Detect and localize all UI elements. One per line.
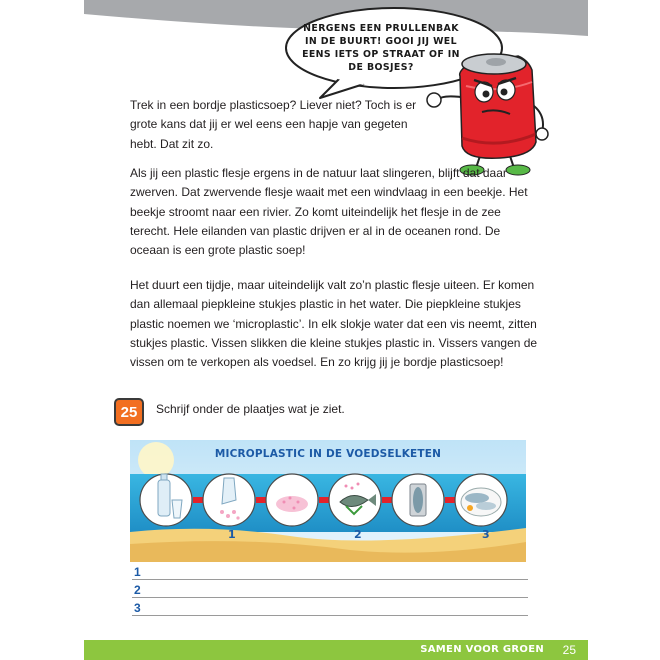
answer-line-number: 3 — [134, 601, 141, 615]
answer-line-1[interactable] — [132, 564, 528, 580]
answer-line-number: 2 — [134, 583, 141, 597]
outer-margin-right — [588, 0, 660, 660]
outer-margin-left — [0, 0, 84, 660]
task-number-badge: 25 — [114, 398, 144, 426]
workbook-page — [84, 0, 588, 660]
task-instruction: Schrijf onder de plaatjes wat je ziet. — [156, 402, 345, 416]
microplastic-paragraph: Het duurt een tijdje, maar uiteindelijk valt zo’n plastic flesje uiteen. Er komen dan allemaal piepkleine stukjes plastic in het water. Die piepkleine stukjes plastic noemen we ‘microplastic’. In elk slokje water dat een vis neemt, zitten stukjes plastic. Vissen slikken die kleine stukjes plastic in. Vissers vangen de vissen om te verkopen als voedsel. En zo krijg jij je bordje plasticsoep! — [130, 278, 538, 370]
page-number: 25 — [562, 643, 576, 657]
intro-paragraph: Trek in een bordje plasticsoep? Liever niet? Toch is er grote kans dat jij er wel eens een hapje van gegeten hebt. Dat zit zo. — [130, 98, 417, 151]
illustration-title: MICROPLASTIC IN DE VOEDSELKETEN — [214, 448, 442, 460]
can-mascot-illustration — [422, 46, 552, 178]
answer-line-3[interactable] — [132, 600, 528, 616]
step-label-2: 2 — [354, 528, 362, 541]
speech-bubble-text: NERGENS EEN PRULLENBAK IN DE BUURT! GOOI JIJ WEL EENS IETS OP STRAAT OF IN DE BOSJES? — [302, 23, 460, 73]
step-label-1: 1 — [228, 528, 236, 541]
footer-label: SAMEN VOOR GROEN — [420, 644, 544, 655]
answer-line-2[interactable] — [132, 582, 528, 598]
step-label-3: 3 — [482, 528, 490, 541]
bottle-journey-paragraph: Als jij een plastic flesje ergens in de natuur laat slingeren, blijft dat daar zwerven. Dat zwervende flesje waait met een windvlaag in een beekje. Het beekje stroomt naar een rivier. Zo komt uiteindelijk het flesje in de zee terecht. Hele eilanden van plastic drijven er al in de oceanen rond. De oceaan is een grote plastic soep! — [130, 166, 528, 258]
answer-line-number: 1 — [134, 565, 141, 579]
page-footer — [84, 640, 588, 660]
